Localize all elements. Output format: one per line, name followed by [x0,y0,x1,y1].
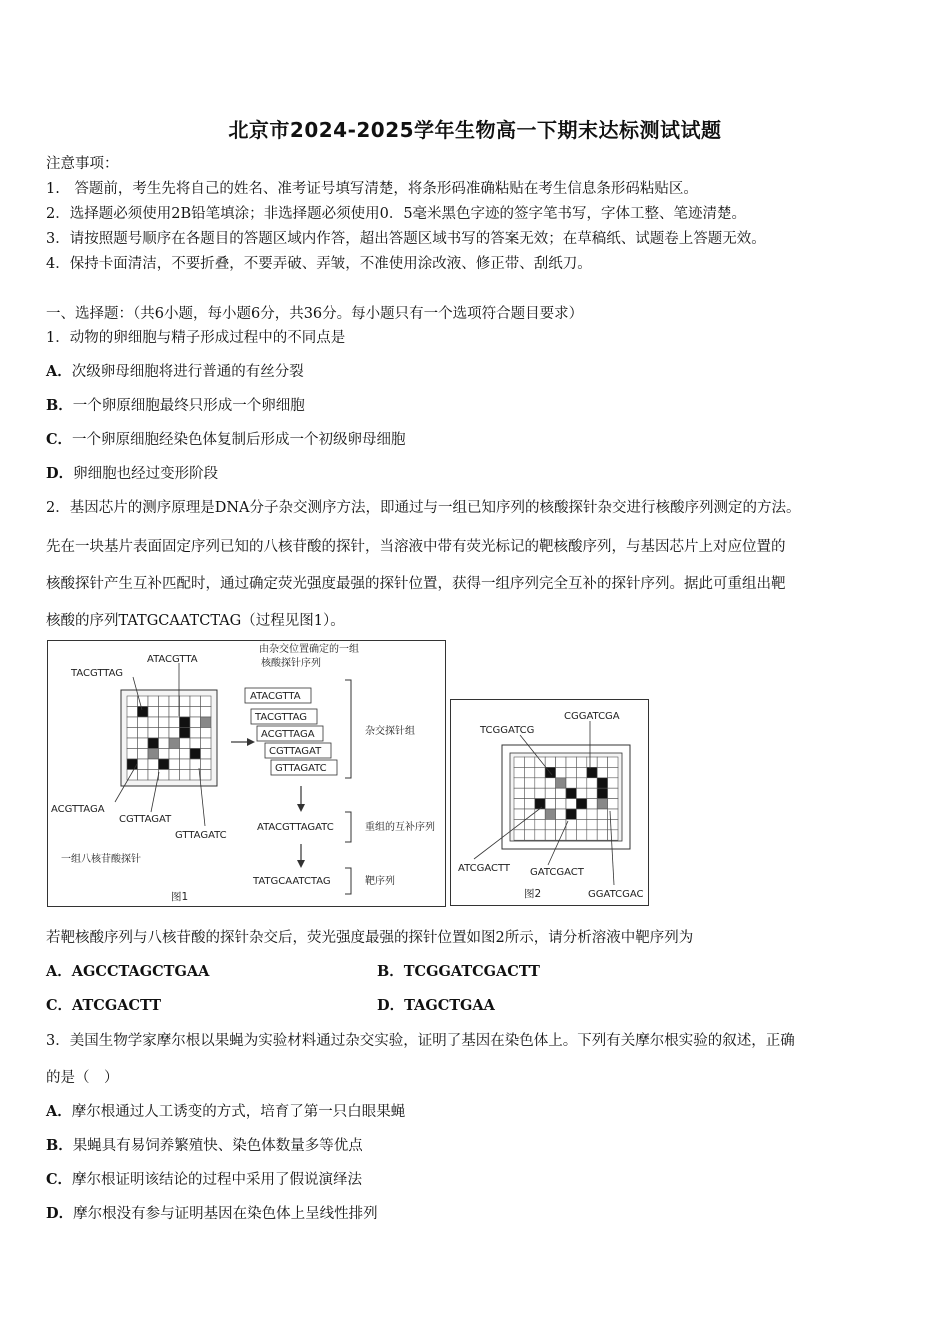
grid-cell [608,767,618,777]
grid-cell [201,728,212,739]
q2-followup: 若靶核酸序列与八核苷酸的探针杂交后，荧光强度最强的探针位置如图2所示，请分析溶液中靶序列为 [46,930,694,946]
figure-2 [450,699,650,907]
grid-cell [576,819,586,829]
grid-cell [201,770,212,781]
grid-cell [556,767,566,777]
q1-stem: 1．动物的卵细胞与精子形成过程中的不同点是 [46,330,346,346]
grid-cell [148,717,159,728]
q2-stem-line: 先在一块基片表面固定序列已知的八核苷酸的探针，当溶液中带有荧光标记的靶核酸序列，与基因芯片上对应位置的 [46,539,786,555]
grid-cell [597,757,607,767]
grid-cell [545,809,555,819]
grid-cell [597,778,607,788]
q3-option-d [46,1202,378,1223]
grid-cell [597,799,607,809]
option-text: TCGGATCGACTT [403,963,540,980]
q1-option-c [46,428,406,449]
grid-cell [159,728,170,739]
probe-grid [127,696,211,780]
grid-cell [587,778,597,788]
stack-header: 核酸探针序列 [261,658,321,669]
grid-cell [608,830,618,840]
recombined-label: 重组的互补序列 [365,822,435,833]
grid-cell [576,809,586,819]
grid-cell [535,778,545,788]
q2-stem-line: 核酸探针产生互补匹配时，通过确定荧光强度最强的探针位置，获得一组序列完全互补的探针序列。据此可重组出靶 [46,576,786,592]
grid-cell [556,830,566,840]
figure-2-caption: 图2 [524,888,542,900]
option-letter: C． [46,431,73,448]
grid-cell [524,830,534,840]
grid-cell [169,696,180,707]
q1-option-a [46,360,304,381]
grid-cell [148,738,159,749]
probe-group-label: 一组八核苷酸探针 [61,854,141,865]
page-title: 北京市2024-2025学年生物高一下期末达标测试试题 [228,118,722,142]
grid-cell [514,788,524,798]
grid-cell [190,707,201,718]
grid-cell [127,749,138,760]
grid-cell [148,728,159,739]
probe-label: GTTAGATC [175,830,227,841]
grid-cell [159,770,170,781]
grid-cell [608,799,618,809]
grid-cell [556,809,566,819]
grid-cell [587,819,597,829]
grid-cell [127,728,138,739]
grid-cell [159,696,170,707]
grid-cell [514,757,524,767]
grid-cell [556,778,566,788]
stacked-probe: ACGTTAGA [261,729,315,740]
grid-cell [180,738,191,749]
grid-cell [524,778,534,788]
option-text: 一个卵原细胞最终只形成一个卵细胞 [72,398,305,414]
grid-cell [169,759,180,770]
grid-cell [524,819,534,829]
grid-cell [545,799,555,809]
grid-cell [576,757,586,767]
option-letter: A． [46,1103,72,1120]
grid-cell [148,759,159,770]
q1-option-b [46,394,305,415]
option-text: ATCGACTT [72,997,162,1014]
grid-cell [566,819,576,829]
grid-cell [545,778,555,788]
grid-cell [514,778,524,788]
grid-cell [608,809,618,819]
grid-cell [190,717,201,728]
probe-label: ATACGTTA [147,654,198,665]
grid-cell [169,707,180,718]
grid-cell [148,696,159,707]
probe-grid [514,757,618,840]
q2-option-c [46,994,161,1015]
probe-label: ATCGACTT [458,863,511,874]
grid-cell [556,788,566,798]
q1-option-d [46,462,218,483]
grid-cell [535,767,545,777]
grid-cell [535,757,545,767]
grid-cell [169,717,180,728]
grid-cell [545,819,555,829]
grid-cell [127,707,138,718]
probe-label: CGTTAGAT [119,814,172,825]
grid-cell [190,738,201,749]
grid-cell [566,788,576,798]
grid-cell [159,759,170,770]
grid-cell [608,819,618,829]
target-label: 靶序列 [365,876,395,887]
grid-cell [587,830,597,840]
grid-cell [180,749,191,760]
option-letter: B． [46,1137,73,1154]
option-letter: D． [46,1205,74,1222]
notice-item: 2．选择题必须使用2B铅笔填涂；非选择题必须使用0．5毫米黑色字迹的签字笔书写，字体工整、笔迹清楚。 [46,206,747,222]
probe-label: CGGATCGA [564,711,620,722]
grid-cell [587,788,597,798]
option-text: TAGCTGAA [404,997,495,1014]
grid-cell [138,728,149,739]
figure-2-svg [450,699,650,907]
grid-cell [159,749,170,760]
grid-cell [201,696,212,707]
probe-label: TACGTTAG [71,668,124,679]
grid-cell [514,799,524,809]
grid-cell [127,717,138,728]
grid-cell [148,770,159,781]
stacked-probe: TACGTTAG [255,712,308,723]
grid-cell [556,799,566,809]
grid-cell [190,728,201,739]
q3-option-b [46,1134,363,1155]
grid-cell [587,757,597,767]
option-letter: C． [46,997,73,1014]
grid-cell [169,770,180,781]
grid-cell [190,696,201,707]
grid-cell [576,767,586,777]
grid-cell [566,799,576,809]
grid-cell [169,738,180,749]
probe-label: TCGGATCG [480,725,535,736]
grid-cell [159,738,170,749]
grid-cell [180,707,191,718]
grid-cell [190,759,201,770]
grid-cell [127,738,138,749]
grid-cell [545,788,555,798]
grid-cell [138,696,149,707]
grid-cell [566,830,576,840]
option-text: 摩尔根证明该结论的过程中采用了假说演绎法 [72,1172,363,1188]
grid-cell [514,767,524,777]
q3-option-a [46,1100,405,1121]
grid-cell [597,819,607,829]
grid-cell [127,759,138,770]
grid-cell [180,728,191,739]
grid-cell [138,759,149,770]
q2-option-a [46,960,209,981]
q3-stem-line: 3．美国生物学家摩尔根以果蝇为实验材料通过杂交实验，证明了基因在染色体上。下列有关摩尔根实验的叙述，正确 [46,1033,795,1049]
grid-cell [138,707,149,718]
grid-cell [597,767,607,777]
target-sequence: TATGCAATCTAG [253,876,331,887]
grid-cell [556,757,566,767]
grid-cell [524,788,534,798]
grid-cell [608,757,618,767]
grid-cell [587,809,597,819]
grid-cell [524,799,534,809]
grid-cell [597,809,607,819]
stacked-probe: GTTAGATC [275,763,327,774]
grid-cell [524,757,534,767]
grid-cell [597,830,607,840]
grid-cell [180,717,191,728]
grid-cell [169,749,180,760]
figure-1 [47,640,447,908]
grid-cell [180,770,191,781]
q2-option-d [377,994,495,1015]
grid-cell [180,696,191,707]
grid-cell [597,788,607,798]
group-label: 杂交探针组 [365,726,415,737]
notice-item: 3．请按照题号顺序在各题目的答题区域内作答，超出答题区域书写的答案无效；在草稿纸、试题卷上答题无效。 [46,231,766,247]
grid-cell [576,799,586,809]
option-letter: D． [377,997,405,1014]
option-letter: C． [46,1171,73,1188]
grid-cell [608,778,618,788]
option-text: 卵细胞也经过变形阶段 [73,466,219,482]
probe-label: GGATCGAC [588,889,644,900]
figure-1-svg [47,640,447,908]
grid-cell [169,728,180,739]
option-letter: B． [46,397,73,414]
grid-cell [148,749,159,760]
grid-cell [576,830,586,840]
grid-cell [566,767,576,777]
probe-label: ACGTTAGA [51,804,105,815]
option-text: 一个卵原细胞经染色体复制后形成一个初级卵母细胞 [72,432,406,448]
section-heading: 一、选择题：（共6小题，每小题6分，共36分。每小题只有一个选项符合题目要求） [46,306,584,322]
grid-cell [138,749,149,760]
grid-cell [566,778,576,788]
option-text: 果蝇具有易饲养繁殖快、染色体数量多等优点 [72,1138,363,1154]
grid-cell [587,767,597,777]
grid-cell [576,778,586,788]
grid-cell [535,819,545,829]
q3-option-c [46,1168,362,1189]
grid-cell [180,759,191,770]
grid-cell [514,830,524,840]
grid-cell [138,717,149,728]
notice-item: 1. 答题前，考生先将自己的姓名、准考证号填写清楚，将条形码准确粘贴在考生信息条形码粘贴区。 [46,181,698,197]
grid-cell [608,788,618,798]
option-text: 摩尔根通过人工诱变的方式，培育了第一只白眼果蝇 [71,1104,406,1120]
option-letter: D． [46,465,74,482]
grid-cell [524,767,534,777]
stacked-probe: ATACGTTA [250,691,301,702]
grid-cell [138,738,149,749]
option-letter: A． [46,363,72,380]
grid-cell [535,799,545,809]
figure-1-caption: 图1 [171,891,189,903]
q2-stem-line: 2．基因芯片的测序原理是DNA分子杂交测序方法，即通过与一组已知序列的核酸探针杂交进行核酸序列测定的方法。 [46,500,801,516]
option-text: AGCCTAGCTGAA [71,963,210,980]
option-text: 次级卵母细胞将进行普通的有丝分裂 [71,364,304,380]
grid-cell [587,799,597,809]
grid-cell [201,759,212,770]
q2-option-b [377,960,540,981]
grid-cell [514,809,524,819]
option-text: 摩尔根没有参与证明基因在染色体上呈线性排列 [73,1206,378,1222]
grid-cell [566,757,576,767]
option-letter: B． [377,963,404,980]
grid-cell [201,707,212,718]
grid-cell [576,788,586,798]
grid-cell [201,738,212,749]
grid-cell [535,809,545,819]
grid-cell [148,707,159,718]
grid-cell [535,788,545,798]
grid-cell [138,770,149,781]
grid-cell [535,830,545,840]
grid-cell [201,717,212,728]
probe-label: GATCGACT [530,867,584,878]
grid-cell [159,717,170,728]
q3-stem-line: 的是（ ） [46,1070,119,1086]
grid-cell [127,696,138,707]
grid-cell [545,757,555,767]
grid-cell [190,749,201,760]
option-letter: A． [46,963,72,980]
grid-cell [566,809,576,819]
q2-stem-line: 核酸的序列TATGCAATCTAG（过程见图1）。 [46,613,345,629]
stack-header: 由杂交位置确定的一组 [259,644,359,655]
notice-item: 4．保持卡面清洁，不要折叠，不要弄破、弄皱，不准使用涂改液、修正带、刮纸刀。 [46,256,592,272]
grid-cell [159,707,170,718]
grid-cell [201,749,212,760]
notice-heading: 注意事项： [46,156,119,172]
recombined-sequence: ATACGTTAGATC [257,822,334,833]
grid-cell [545,830,555,840]
stacked-probe: CGTTAGAT [269,746,322,757]
